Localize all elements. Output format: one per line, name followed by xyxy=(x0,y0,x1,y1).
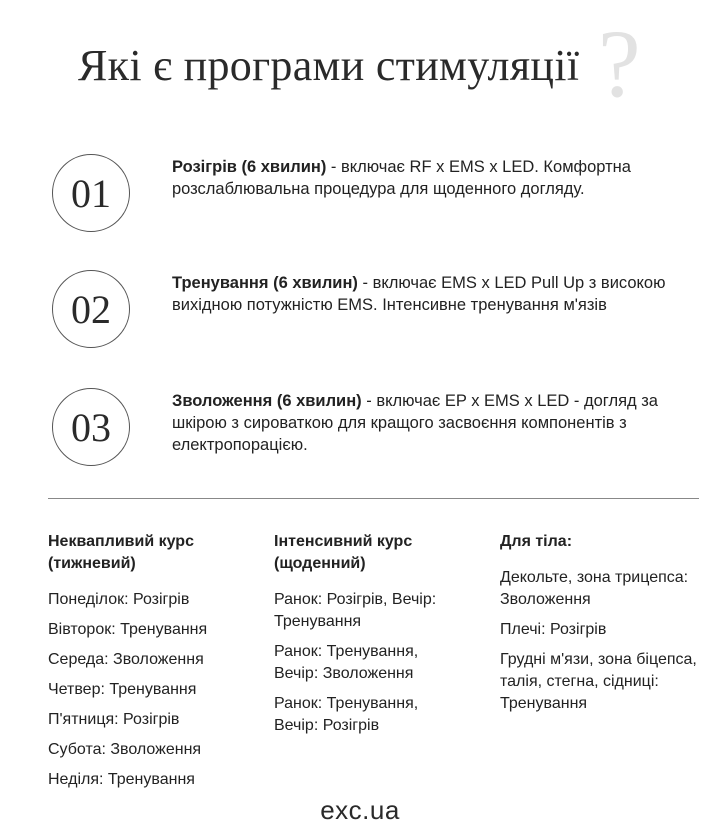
course-column-body xyxy=(500,531,700,723)
schedule-item: Ранок: Тренування, Вечір: Зволоження xyxy=(274,643,419,682)
course-column-leisurely xyxy=(48,531,248,799)
program-name: Розігрів (6 хвилин) xyxy=(172,158,327,176)
footer-site: exc.ua xyxy=(320,795,400,825)
schedule-item: Вівторок: Тренування xyxy=(48,621,208,638)
program-description: - включає EP x EMS x LED - догляд за шкірою з сироваткою для кращого засвоєння компонентів з електропорацією. xyxy=(172,392,658,454)
schedule-item: Неділя: Тренування xyxy=(48,771,195,788)
program-text xyxy=(172,156,672,200)
schedule-item: П'ятниця: Розігрів xyxy=(48,711,180,728)
program-number: 02 xyxy=(52,270,130,348)
course-column-intensive xyxy=(274,531,449,745)
program-item xyxy=(52,270,692,350)
program-text xyxy=(172,272,672,316)
program-item xyxy=(52,388,692,468)
schedule-item: Ранок: Тренування, Вечір: Розігрів xyxy=(274,695,419,734)
program-item xyxy=(52,154,692,234)
schedule-item: Грудні м'язи, зона біцепса, талія, стегна, сідниці: Тренування xyxy=(500,651,697,712)
course-title: Неквапливий курс (тижневий) xyxy=(48,533,194,572)
page-title: Які є програми стимуляції xyxy=(78,41,580,90)
program-description: - включає RF x EMS x LED. Комфортна розслаблювальна процедура для щоденного догляду. xyxy=(172,158,631,198)
course-title: Інтенсивний курс (щоденний) xyxy=(274,533,413,572)
program-number: 01 xyxy=(52,154,130,232)
schedule-item: Плечі: Розігрів xyxy=(500,621,607,638)
program-name: Зволоження (6 хвилин) xyxy=(172,392,362,410)
schedule-item: Четвер: Тренування xyxy=(48,681,197,698)
schedule-item: Середа: Зволоження xyxy=(48,651,204,668)
schedule-item: Понеділок: Розігрів xyxy=(48,591,190,608)
divider xyxy=(48,498,699,499)
course-title: Для тіла: xyxy=(500,533,573,550)
program-name: Тренування (6 хвилин) xyxy=(172,274,358,292)
program-description: - включає EMS x LED Pull Up з високою вихідною потужністю EMS. Інтенсивне тренування м'язів xyxy=(172,274,666,314)
schedule-item: Декольте, зона трицепса: Зволоження xyxy=(500,569,689,608)
schedule-item: Ранок: Розігрів, Вечір: Тренування xyxy=(274,591,437,630)
question-mark-icon: ? xyxy=(598,10,641,117)
program-text xyxy=(172,390,672,456)
schedule-item: Субота: Зволоження xyxy=(48,741,202,758)
program-number: 03 xyxy=(52,388,130,466)
